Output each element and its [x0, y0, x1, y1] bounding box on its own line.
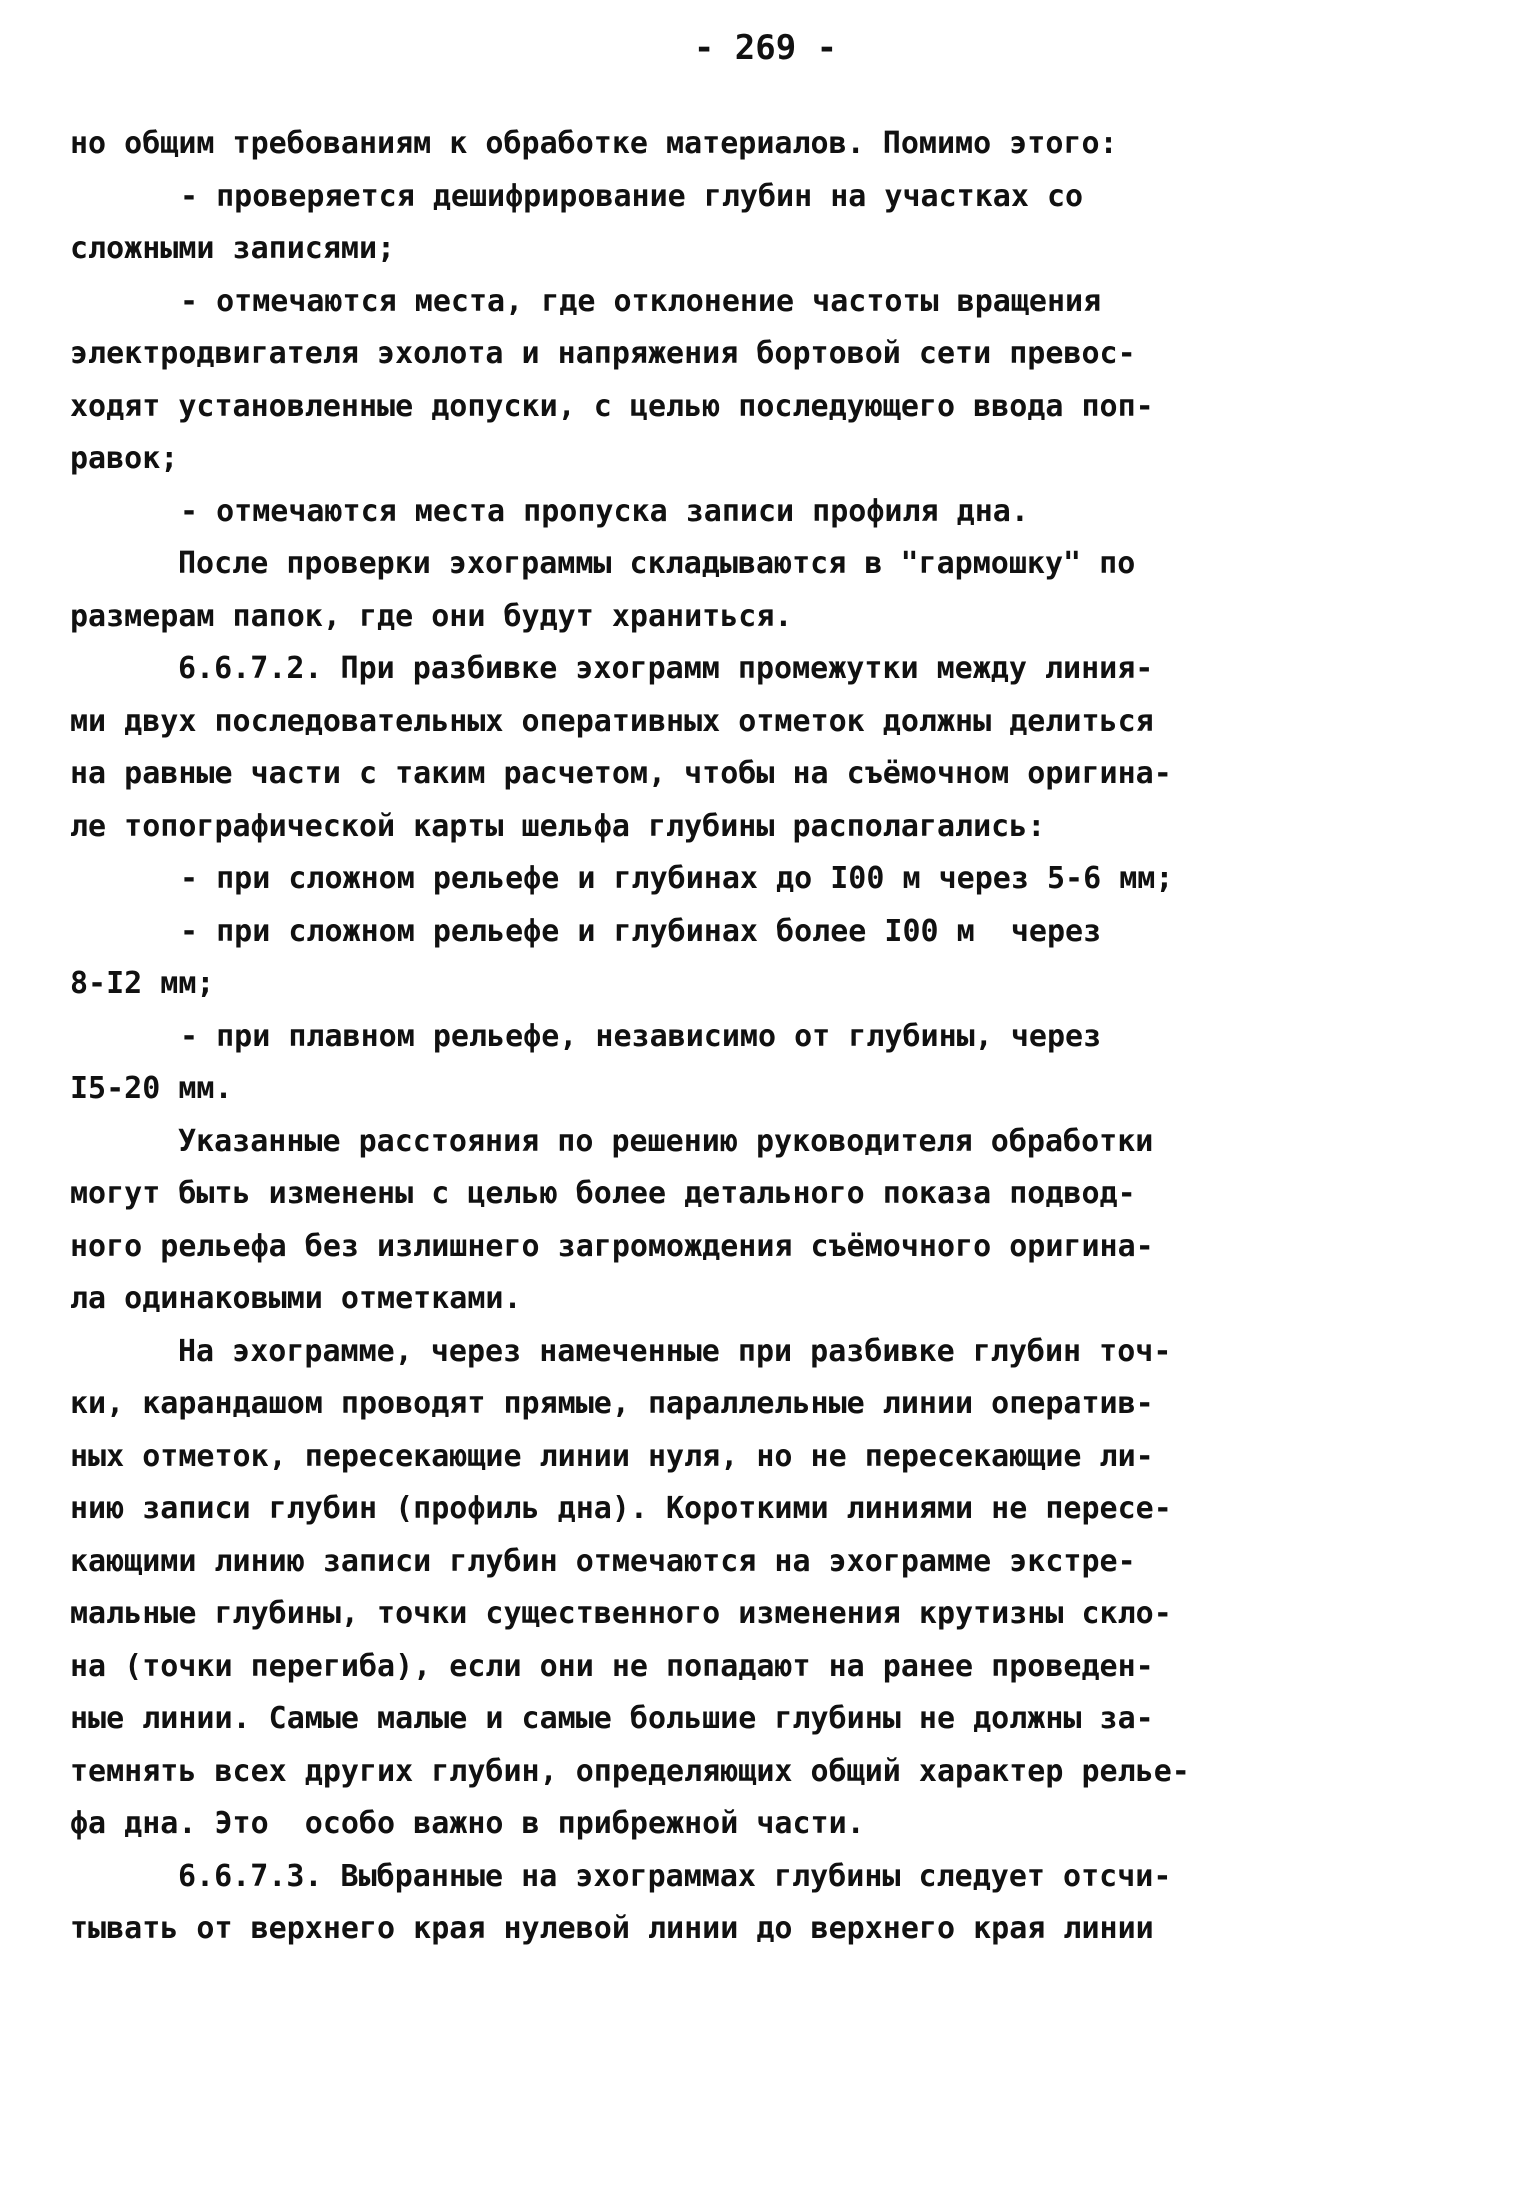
text-line: тывать от верхнего края нулевой линии до верхнего края линии: [70, 1911, 1154, 1946]
body-text: [70, 118, 1470, 1956]
text-line: кающими линию записи глубин отмечаются на эхограмме экстре-: [70, 1543, 1136, 1579]
text-line: - проверяется дешифрирование глубин на участках со: [180, 178, 1084, 214]
text-line: ного рельефа без излишнего загромождения съёмочного оригина-: [70, 1228, 1154, 1264]
text-line: размерам папок, где они будут храниться.: [70, 598, 793, 634]
text-line: на равные части с таким расчетом, чтобы на съёмочном оригина-: [70, 756, 1172, 791]
text-line: ки, карандашом проводят прямые, параллельные линии оператив-: [70, 1386, 1154, 1421]
text-line: нию записи глубин (профиль дна). Короткими линиями не пересе-: [70, 1491, 1172, 1526]
text-line: - при сложном рельефе и глубинах до I00 м через 5-6 мм;: [180, 861, 1174, 896]
page-number: - 269 -: [693, 28, 838, 68]
text-line: ми двух последовательных оперативных отметок должны делиться: [70, 703, 1154, 739]
text-line: После проверки эхограммы складываются в "гармошку" по: [178, 546, 1136, 581]
text-line: сложными записями;: [70, 231, 396, 266]
text-line: - отмечаются места, где отклонение частоты вращения: [180, 283, 1102, 319]
text-line: - при плавном рельефе, независимо от глубины, через: [180, 1018, 1102, 1054]
text-line: I5-20 мм.: [70, 1071, 233, 1106]
text-line: Указанные расстояния по решению руководителя обработки: [178, 1123, 1154, 1159]
text-line: 8-I2 мм;: [70, 966, 215, 1001]
text-line: 6.6.7.2. При разбивке эхограмм промежутки между линия-: [178, 651, 1154, 686]
text-line: - при сложном рельефе и глубинах более I00 м через: [180, 913, 1102, 949]
text-line: ла одинаковыми отметками.: [70, 1281, 522, 1316]
text-line: мальные глубины, точки существенного изменения крутизны скло-: [70, 1596, 1172, 1631]
text-line: На эхограмме, через намеченные при разбивке глубин точ-: [178, 1333, 1172, 1369]
text-line: 6.6.7.3. Выбранные на эхограммах глубины следует отсчи-: [178, 1858, 1172, 1894]
text-line: ных отметок, пересекающие линии нуля, но не пересекающие ли-: [70, 1438, 1154, 1474]
text-line: темнять всех других глубин, определяющих общий характер релье-: [70, 1753, 1190, 1789]
text-line: на (точки перегиба), если они не попадают на ранее проведен-: [70, 1648, 1154, 1684]
text-line: ле топографической карты шельфа глубины располагались:: [70, 808, 1046, 844]
text-line: могут быть изменены с целью более детального показа подвод-: [70, 1176, 1136, 1211]
text-line: электродвигателя эхолота и напряжения бортовой сети превос-: [70, 336, 1136, 371]
text-line: фа дна. Это особо важно в прибрежной части.: [70, 1806, 865, 1841]
text-line: ходят установленные допуски, с целью последующего ввода поп-: [70, 388, 1154, 424]
text-line: - отмечаются места пропуска записи профиля дна.: [180, 493, 1029, 529]
text-line: равок;: [70, 441, 179, 476]
text-line: ные линии. Самые малые и самые большие глубины не должны за-: [70, 1701, 1154, 1736]
text-line: но общим требованиям к обработке материалов. Помимо этого:: [70, 126, 1118, 161]
